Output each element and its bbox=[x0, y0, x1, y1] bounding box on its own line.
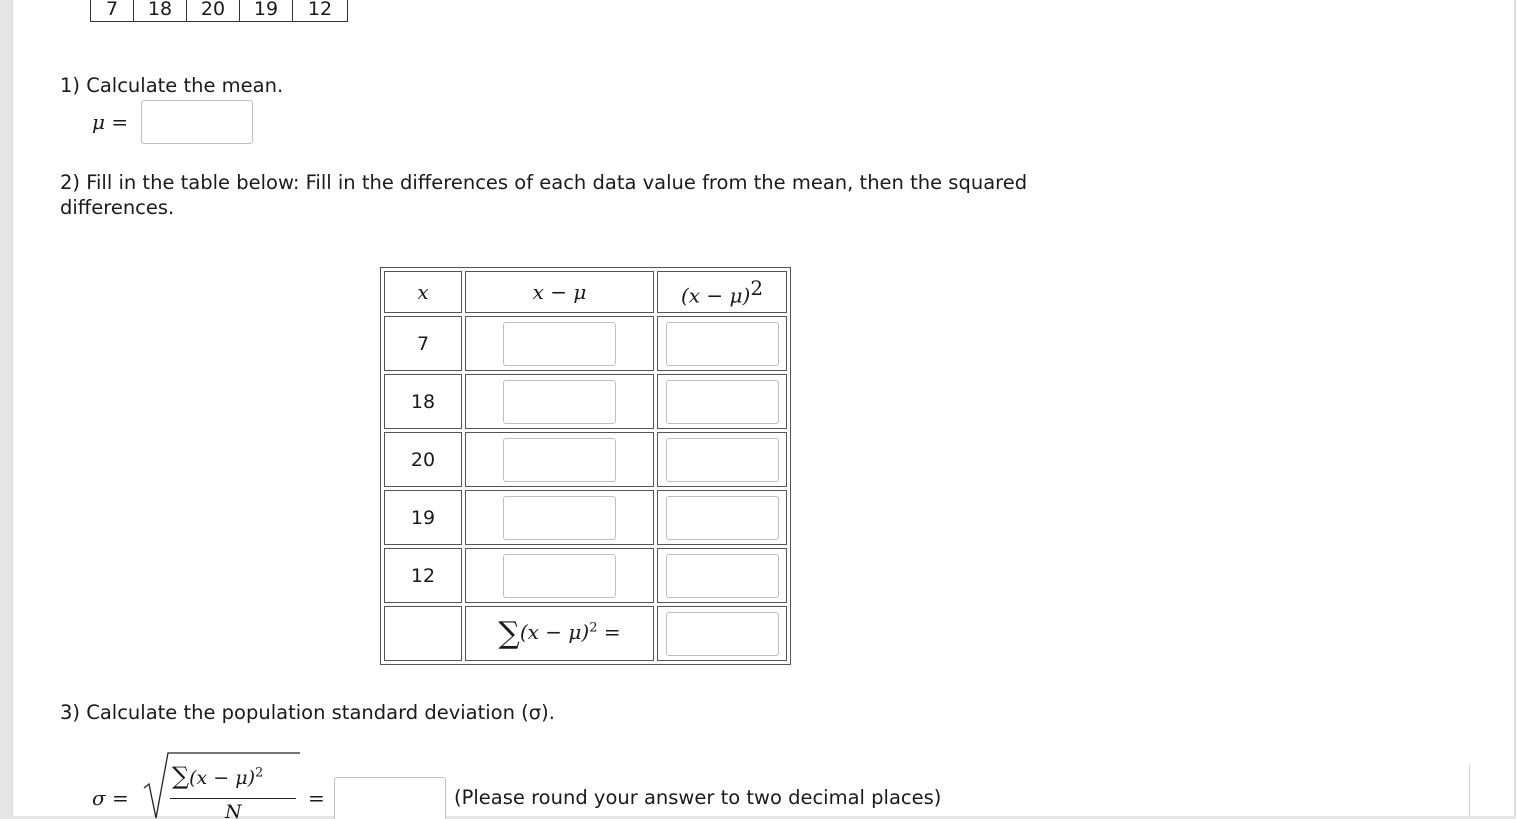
squared-input[interactable] bbox=[666, 554, 779, 598]
std-dev-answer-input[interactable] bbox=[334, 777, 446, 819]
sum-label-cell bbox=[465, 606, 654, 661]
row-x-value: 7 bbox=[384, 316, 462, 371]
squared-cell bbox=[657, 548, 787, 603]
data-value-cell: 20 bbox=[187, 0, 240, 22]
sigma-symbol: σ bbox=[92, 786, 106, 810]
header-difference bbox=[465, 271, 654, 313]
numerator-exponent: 2 bbox=[255, 765, 264, 781]
row-x-value: 12 bbox=[384, 548, 462, 603]
mean-answer-input[interactable] bbox=[141, 100, 253, 144]
squared-input[interactable] bbox=[666, 380, 779, 424]
data-value-cell: 12 bbox=[293, 0, 348, 22]
row-x-value: 18 bbox=[384, 374, 462, 429]
header-difference-label: x − μ bbox=[532, 280, 587, 304]
squared-cell bbox=[657, 432, 787, 487]
difference-input[interactable] bbox=[503, 380, 616, 424]
data-value-cell: 7 bbox=[91, 0, 134, 22]
sigma-sum-symbol: ∑ bbox=[172, 762, 190, 790]
sigma-formula-label bbox=[92, 786, 129, 810]
squared-input[interactable] bbox=[666, 322, 779, 366]
sum-exponent: 2 bbox=[589, 620, 598, 636]
sum-row bbox=[384, 606, 787, 661]
squared-cell bbox=[657, 316, 787, 371]
formula-denominator: N bbox=[225, 801, 242, 819]
work-table-header-row bbox=[384, 271, 787, 313]
sum-expression: (x − μ) bbox=[519, 620, 590, 644]
sum-label bbox=[498, 616, 621, 651]
difference-cell bbox=[465, 316, 654, 371]
table-row bbox=[384, 316, 787, 371]
squared-cell bbox=[657, 374, 787, 429]
squared-cell bbox=[657, 490, 787, 545]
difference-cell bbox=[465, 374, 654, 429]
sigma-sum-symbol: ∑ bbox=[498, 616, 520, 651]
equals-sign: = bbox=[112, 786, 129, 810]
squared-input[interactable] bbox=[666, 496, 779, 540]
empty-cell bbox=[384, 606, 462, 661]
question-1-text: 1) Calculate the mean. bbox=[60, 74, 284, 97]
header-squared-label: (x − μ) bbox=[680, 283, 751, 308]
squared-input[interactable] bbox=[666, 438, 779, 482]
table-row bbox=[384, 374, 787, 429]
sum-equals: = bbox=[603, 620, 621, 644]
mean-formula-label bbox=[92, 110, 128, 135]
data-values-row bbox=[91, 0, 348, 22]
difference-cell bbox=[465, 432, 654, 487]
table-row bbox=[384, 490, 787, 545]
mu-symbol: μ bbox=[92, 110, 105, 134]
row-x-value: 20 bbox=[384, 432, 462, 487]
difference-input[interactable] bbox=[503, 438, 616, 482]
header-squared-exponent: 2 bbox=[750, 276, 764, 301]
difference-input[interactable] bbox=[503, 554, 616, 598]
header-x bbox=[384, 271, 462, 313]
fraction-bar bbox=[170, 798, 296, 799]
data-value-cell: 19 bbox=[240, 0, 293, 22]
work-table bbox=[380, 267, 791, 665]
sum-cell bbox=[657, 606, 787, 661]
difference-input[interactable] bbox=[503, 322, 616, 366]
numerator-expression: (x − μ) bbox=[189, 767, 256, 789]
sum-squared-input[interactable] bbox=[666, 612, 779, 656]
table-row bbox=[384, 548, 787, 603]
difference-cell bbox=[465, 548, 654, 603]
equals-sign: = bbox=[111, 110, 129, 134]
question-3-text: 3) Calculate the population standard deviation (σ). bbox=[60, 701, 555, 724]
left-margin-bar bbox=[0, 0, 13, 819]
question-2-text: 2) Fill in the table below: Fill in the differences of each data value from the mean, then the squared differences. bbox=[60, 171, 1028, 219]
row-x-value: 19 bbox=[384, 490, 462, 545]
difference-cell bbox=[465, 490, 654, 545]
formula-numerator bbox=[172, 762, 263, 790]
header-squared bbox=[657, 271, 787, 313]
rounding-note: (Please round your answer to two decimal places) bbox=[454, 786, 942, 809]
table-row bbox=[384, 432, 787, 487]
divider bbox=[1469, 765, 1470, 819]
data-values-table bbox=[90, 0, 348, 22]
data-value-cell: 18 bbox=[134, 0, 187, 22]
difference-input[interactable] bbox=[503, 496, 616, 540]
header-x-label: x bbox=[417, 280, 429, 304]
formula-equals: = bbox=[308, 786, 325, 810]
